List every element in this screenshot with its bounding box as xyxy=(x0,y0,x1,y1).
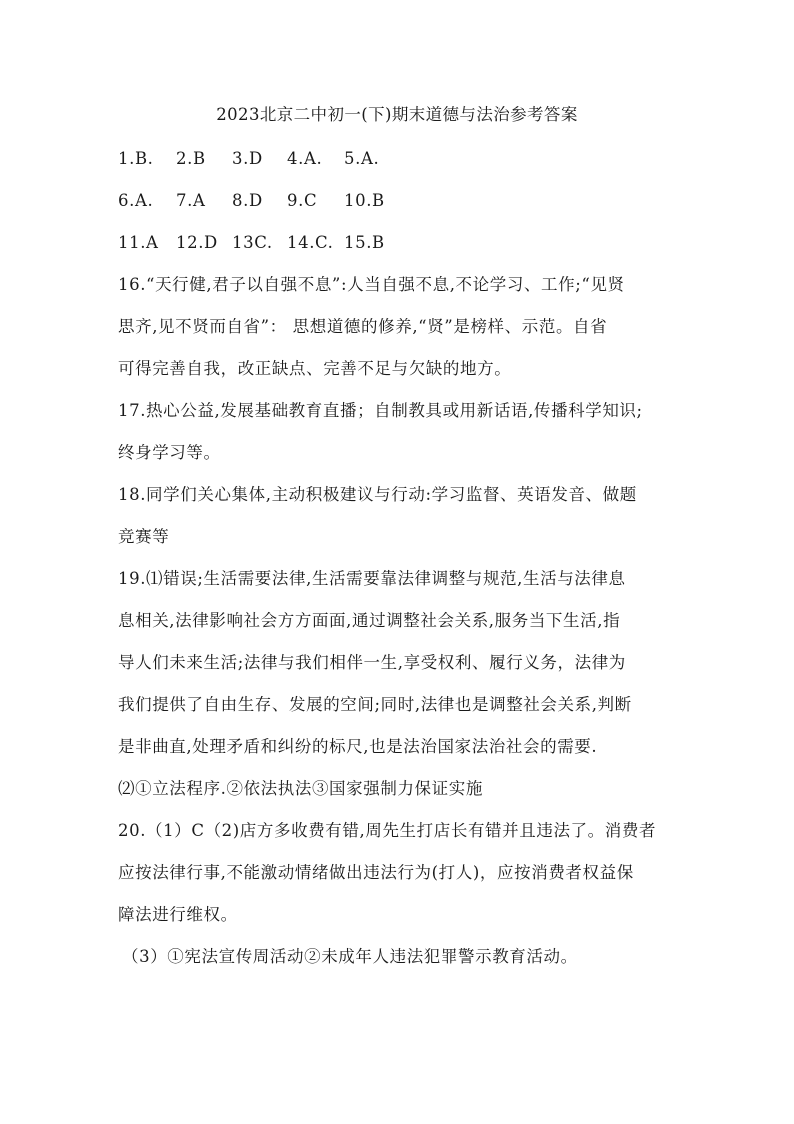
mc-answer: 3.D xyxy=(232,149,263,168)
mc-answer: 12.D xyxy=(176,233,218,252)
answer-17-line-1: 17.热心公益,发展基础教育直播；自制教具或用新话语,传播科学知识; xyxy=(118,401,643,420)
answer-19-line-1: 19.⑴错误;生活需要法律,生活需要靠法律调整与规范,生活与法律息 xyxy=(118,569,626,588)
mc-answer: 2.B xyxy=(176,149,206,168)
answer-18-line-1: 18.同学们关心集体,主动积极建议与行动:学习监督、英语发音、做题 xyxy=(118,485,637,504)
mc-answer: 1.B. xyxy=(118,149,154,168)
mc-answer: 8.D xyxy=(232,191,263,210)
answer-20-line-1: 20.（1）C（2)店方多收费有错,周先生打店长有错并且违法了。消费者 xyxy=(118,821,657,840)
mc-answer: 7.A xyxy=(176,191,206,210)
document-title: 2023北京二中初一(下)期末道德与法治参考答案 xyxy=(216,105,578,124)
answer-20-line-3: 障法进行维权。 xyxy=(118,905,238,924)
mc-answer: 11.A xyxy=(118,233,159,252)
answer-17-line-2: 终身学习等。 xyxy=(118,443,221,462)
answer-19-line-5: 是非曲直,处理矛盾和纠纷的标尺,也是法治国家法治社会的需要. xyxy=(118,737,598,756)
answer-19-line-3: 导人们未来生活;法律与我们相伴一生,享受权利、履行义务，法律为 xyxy=(118,653,626,672)
answer-19-line-4: 我们提供了自由生存、发展的空间;同时,法律也是调整社会关系,判断 xyxy=(118,695,632,714)
mc-answer: 10.B xyxy=(344,191,385,210)
answer-16-line-3: 可得完善自我，改正缺点、完善不足与欠缺的地方。 xyxy=(118,359,512,378)
mc-row-3 xyxy=(118,232,385,254)
mc-answer: 13C. xyxy=(232,233,273,252)
answer-20-part-3: （3）①宪法宣传周活动②未成年人违法犯罪警示教育活动。 xyxy=(122,947,578,966)
answer-19-part-2: ⑵①立法程序.②依法执法③国家强制力保证实施 xyxy=(118,779,483,798)
mc-row-2 xyxy=(118,190,385,212)
answer-19-line-2: 息相关,法律影响社会方方面面,通过调整社会关系,服务当下生活,指 xyxy=(118,611,621,630)
mc-answer: 4.A. xyxy=(287,149,323,168)
mc-answer: 15.B xyxy=(344,233,385,252)
mc-answer: 6.A. xyxy=(118,191,154,210)
answer-18-line-2: 竞赛等 xyxy=(118,527,170,546)
answer-20-line-2: 应按法律行事,不能激动情绪做出违法行为(打人)，应按消费者权益保 xyxy=(118,863,634,882)
mc-row-1 xyxy=(118,148,379,170)
answer-16-line-1: 16.“天行健,君子以自强不息”:人当自强不息,不论学习、工作;“见贤 xyxy=(118,275,625,294)
mc-answer: 5.A. xyxy=(344,149,380,168)
answer-16-line-2: 思齐,见不贤而自省”： 思想道德的修养,“贤”是榜样、示范。自省 xyxy=(118,317,608,336)
mc-answer: 9.C xyxy=(287,191,318,210)
mc-answer: 14.C. xyxy=(287,233,334,252)
